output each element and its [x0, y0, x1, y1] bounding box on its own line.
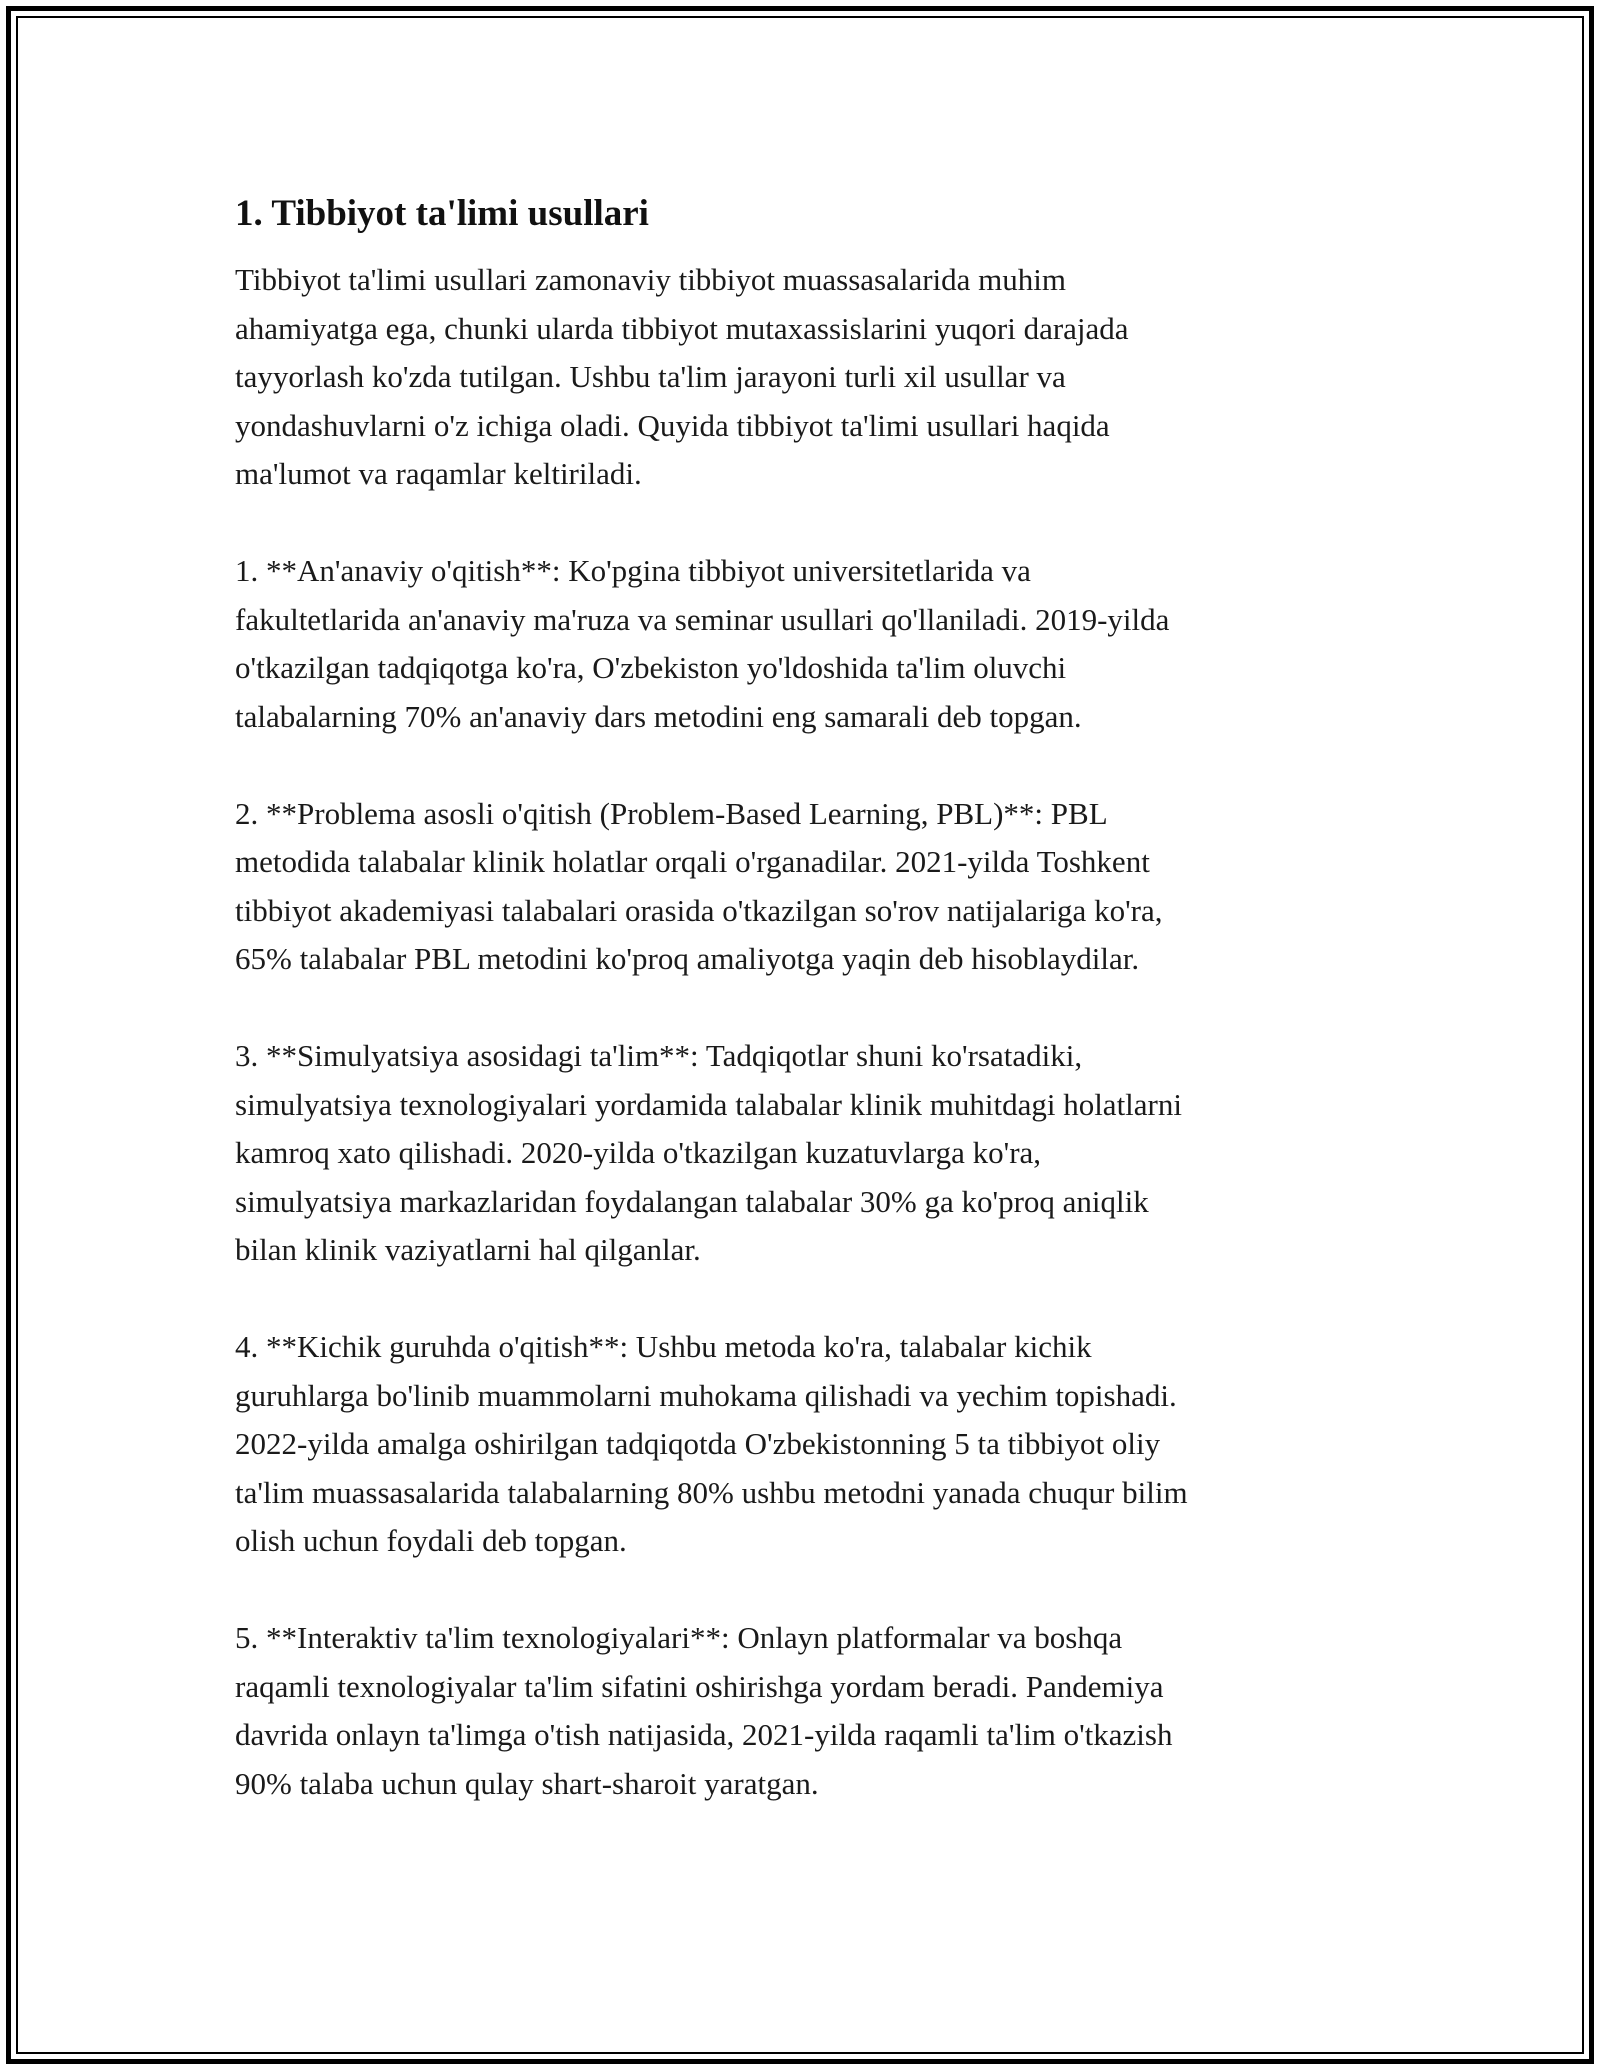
list-item-traditional-teaching: 1. **An'anaviy o'qitish**: Ko'pgina tibbiyot universitetlarida va fakultetlarida an'anaviy ma'ruza va seminar usullari qo'llaniladi. 2019-yilda o'tkazilgan tadqiqotga ko'ra, O'zbekiston yo'ldoshida ta'lim oluvchi talabalarning 70% an'anaviy dars metodini eng samarali deb topgan. [235, 553, 1170, 734]
intro-paragraph: Tibbiyot ta'limi usullari zamonaviy tibbiyot muassasalarida muhim ahamiyatga ega, chunki ularda tibbiyot mutaxassislarini yuqori darajada tayyorlash ko'zda tutilgan. Ushbu ta'lim jarayoni turli xil usullar va yondashuvlarni o'z ichiga oladi. Quyida tibbiyot ta'limi usullari haqida ma'lumot va raqamlar keltiriladi. [235, 262, 1129, 491]
list-item-problem-based-learning: 2. **Problema asosli o'qitish (Problem-Based Learning, PBL)**: PBL metodida talabalar klinik holatlar orqali o'rganadilar. 2021-yilda Toshkent tibbiyot akademiyasi talabalari orasida o'tkazilgan so'rov natijalariga ko'ra, 65% talabalar PBL metodini ko'proq amaliyotga yaqin deb hisoblaydilar. [235, 795, 1163, 976]
list-item-interactive-technologies: 5. **Interaktiv ta'lim texnologiyalari**: Onlayn platformalar va boshqa raqamli texnologiyalar ta'lim sifatini oshirishga yordam beradi. Pandemiya davrida onlayn ta'limga o'tish natijasida, 2021-yilda raqamli ta'lim o'tkazish 90% talaba uchun qulay shart-sharoit yaratgan. [235, 1620, 1173, 1801]
list-item-simulation-learning: 3. **Simulyatsiya asosidagi ta'lim**: Tadqiqotlar shuni ko'rsatadiki, simulyatsiya texnologiyalari yordamida talabalar klinik muhitdagi holatlarni kamroq xato qilishadi. 2020-yilda o'tkazilgan kuzatuvlarga ko'ra, simulyatsiya markazlaridan foydalangan talabalar 30% ga ko'proq aniqlik bilan klinik vaziyatlarni hal qilganlar. [235, 1038, 1182, 1267]
document-body [235, 186, 1385, 1808]
section-heading: 1. Tibbiyot ta'limi usullari [235, 193, 649, 234]
list-item-small-group-teaching: 4. **Kichik guruhda o'qitish**: Ushbu metoda ko'ra, talabalar kichik guruhlarga bo'linib muammolarni muhokama qilishadi va yechim topishadi. 2022-yilda amalga oshirilgan tadqiqotda O'zbekistonning 5 ta tibbiyot oliy ta'lim muassasalarida talabalarning 80% ushbu metodni yanada chuqur bilim olish uchun foydali deb topgan. [235, 1329, 1188, 1558]
